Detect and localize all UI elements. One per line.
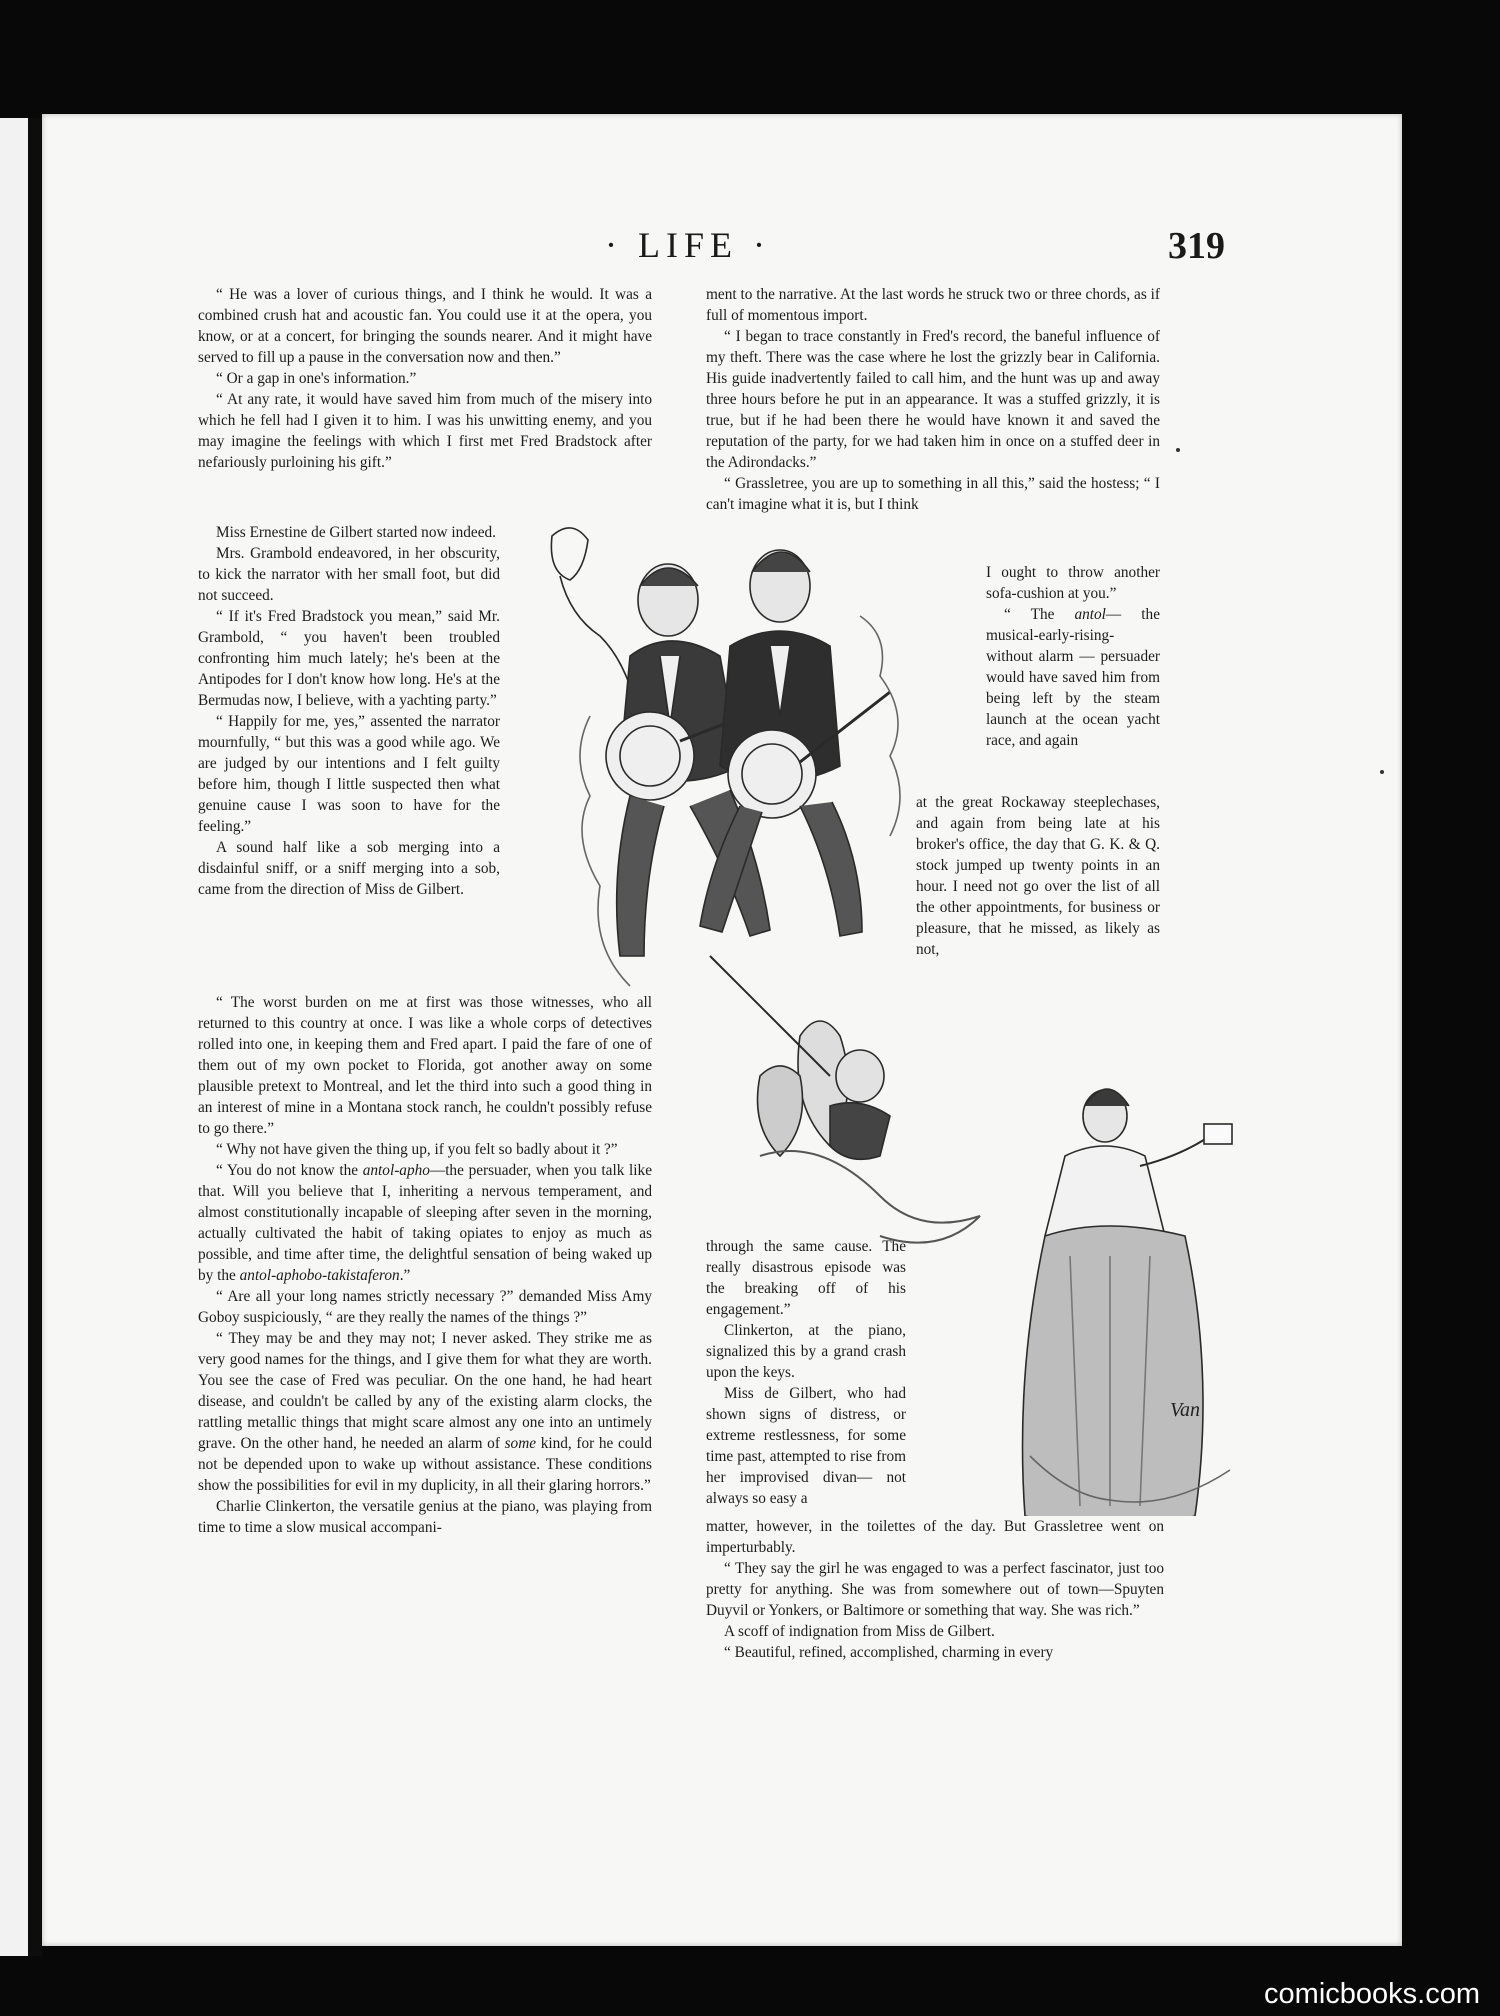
italic-term: some — [504, 1435, 537, 1452]
paragraph: at the great Rockaway steeplechases, and again from being late at his broker's office, the day that G. K. & Q. stock jumped up twenty points in an hour. I need not go over the list of all the other appointments, for business or pleasure, that he missed, as likely as not, — [916, 794, 1160, 958]
paragraph: A sound half like a sob merging into a disdainful sniff, or a sniff merging into a sob, came from the direction of Miss de Gilbert. — [198, 839, 500, 898]
paragraph-peculiar-case: “ They may be and they may not; I never asked. They strike me as very good names for the things, and I give them for what they are worth. You see the case of Fred was peculiar. On the one hand, he had heart disease, and couldn't be called by any of the existing alarm clocks, the rattling metallic things that might scare almost any one into an untimely grave. On the other hand, he needed an alarm of some kind, for he could not be depended upon to wake up without assistance. These conditions show the possibilities for evil in my duplicity, in all their glaring horrors.” — [198, 1330, 652, 1494]
artist-signature: Van — [1170, 1399, 1200, 1421]
italic-term: antol — [1074, 606, 1106, 623]
watermark: comicbooks.com — [1264, 1978, 1480, 2010]
print-speck — [1380, 770, 1384, 774]
italic-term: antol-aphobo-takistaferon — [239, 1267, 400, 1284]
left-column-narrow — [198, 522, 500, 900]
paragraph: “ Why not have given the thing up, if you felt so badly about it ?” — [216, 1141, 618, 1158]
page-gutter-shadow — [28, 118, 42, 1956]
paragraph: through the same cause. The really disastrous episode was the breaking off of his engagement.” — [706, 1238, 906, 1318]
paragraph: I ought to throw another sofa-cushion at you.” — [986, 564, 1160, 602]
paragraph: “ Grassletree, you are up to something in all this,” said the hostess; “ I can't imagine what it is, but I think — [706, 475, 1160, 513]
paragraph: “ They say the girl he was engaged to was a perfect fascinator, just too pretty for anything. She was from somewhere out of town—Spuyten Duyvil or Yonkers, or Baltimore or something that way. She was rich.” — [706, 1560, 1164, 1619]
paragraph: matter, however, in the toilettes of the day. But Grassletree went on imperturbably. — [706, 1518, 1164, 1556]
paragraph: “ If it's Fred Bradstock you mean,” said Mr. Grambold, “ you haven't been troubled confronting him much lately; he's been at the Antipodes for I don't know how long. He's at the Bermudas now, I believe, with a yachting party.” — [198, 608, 500, 709]
paragraph: “ I began to trace constantly in Fred's record, the baneful influence of my theft. There was the case where he lost the grizzly bear in California. His guide inadvertently failed to call him, and the hunt was up and away three hours before he put in an appearance. It was a stuffed grizzly, it is true, but if he had been there he would have known it and saved the reputation of the party, for we had taken him in once on a stuffed deer in the Adirondacks.” — [706, 328, 1160, 471]
paragraph: A scoff of indignation from Miss de Gilbert. — [724, 1623, 995, 1640]
paragraph: Miss de Gilbert, who had shown signs of distress, or extreme restlessness, for some time past, attempted to rise from her improvised divan— not always so easy a — [706, 1385, 906, 1507]
paragraph: “ At any rate, it would have saved him from much of the misery into which he fell had I given it to him. I was his unwitting enemy, and you may imagine the feelings with which I first met Fred Bradstock after nefariously purloining his gift.” — [198, 391, 652, 471]
paragraph: Charlie Clinkerton, the versatile genius at the piano, was playing from time to time a slow musical accompani- — [198, 1498, 652, 1536]
paragraph: “ Happily for me, yes,” assented the narrator mournfully, “ but this was a good while ago. We are judged by our intentions and I felt guilty before him, though I little suspected then what genuine cause I was soon to have for the feeling.” — [198, 713, 500, 835]
adjacent-page-edge — [0, 118, 28, 1956]
banjo-players-illustration — [530, 516, 1270, 1516]
paragraph: “ The worst burden on me at first was those witnesses, who all returned to this country at once. I was like a whole corps of detectives rolled into one, in keeping them and Fred apart. I paid the fare of one of them out of my own pocket to Florida, got another away on some plausible pretext to Montreal, and let the third into such a good thing in an interest of mine in a Montana stock ranch, he couldn't possibly refuse to go there.” — [198, 994, 652, 1137]
paragraph: Miss Ernestine de Gilbert started now indeed. — [216, 524, 496, 541]
paragraph: “ Beautiful, refined, accomplished, charming in every — [724, 1644, 1054, 1661]
theatre-mask-icon — [551, 528, 588, 580]
print-speck — [1176, 448, 1180, 452]
page-number: 319 — [1168, 225, 1225, 267]
magazine-title: · LIFE · — [605, 225, 771, 265]
paragraph: Mrs. Grambold endeavored, in her obscurity, to kick the narrator with her small foot, but did not succeed. — [198, 545, 500, 604]
left-column-top — [198, 284, 652, 473]
paragraph-antol: “ The antol— the musical-early-rising-without alarm — persuader would have saved him from being left by the steam launch at the ocean yacht race, and again — [986, 606, 1160, 749]
paragraph: Clinkerton, at the piano, signalized this by a grand crash upon the keys. — [706, 1322, 906, 1381]
paragraph: “ Or a gap in one's information.” — [216, 370, 417, 387]
paragraph: ment to the narrative. At the last words he struck two or three chords, as if full of momentous import. — [706, 286, 1160, 324]
paragraph-antol-apho: “ You do not know the antol-apho—the persuader, when you talk like that. Will you believe that I, inheriting a nervous temperament, and almost constitutionally incapable of sleeping after seven in the morning, actually cultivated the habit of taking opiates to enjoy as much as possible, and time after time, the delightful sensation of being waked up by the antol-aphobo-takistaferon.” — [198, 1162, 652, 1284]
right-column-bottom — [706, 1516, 1164, 1663]
italic-term: antol-apho — [362, 1162, 430, 1179]
paragraph: “ He was a lover of curious things, and I think he would. It was a combined crush hat and acoustic fan. You could use it at the opera, you know, or at a concert, for bringing the sounds nearer. And it might have served to fill up a pause in the conversation now and then.” — [198, 286, 652, 366]
right-column-top — [706, 284, 1160, 515]
paragraph: “ Are all your long names strictly necessary ?” demanded Miss Amy Goboy suspiciously, “ are they really the names of the things ?” — [198, 1288, 652, 1326]
